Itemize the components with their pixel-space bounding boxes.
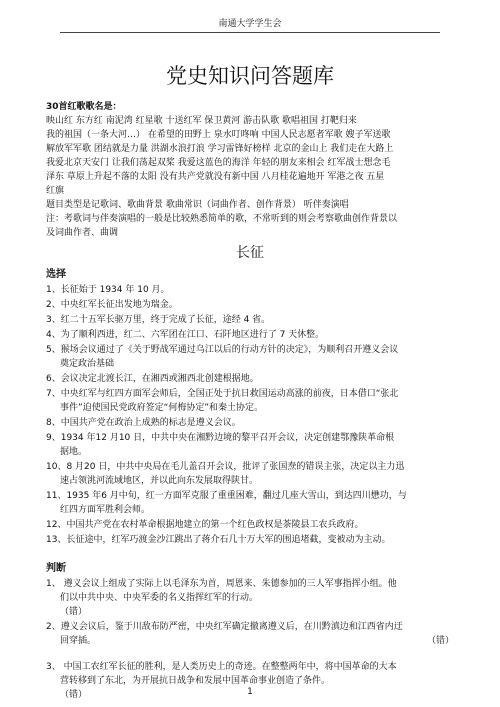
judge-line bbox=[46, 660, 454, 674]
item-text: 长征途中，红军巧渡金沙江跳出了蒋介石几十万大军的围追堵截，变被动为主动。 bbox=[66, 535, 391, 545]
choice-line bbox=[46, 518, 454, 532]
item-text: 长征始于 1934 年 10 月。 bbox=[60, 285, 170, 295]
item-text: 1935 年6 月中旬，红一方面军克服了重重困难，翻过几座大雪山，到达四川懋功，与 bbox=[66, 491, 407, 501]
choice-item bbox=[46, 431, 454, 459]
answer: （错） bbox=[60, 607, 88, 617]
item-number: 3、 bbox=[46, 662, 61, 672]
choice-line: 奠定政治基础 bbox=[60, 359, 115, 369]
item-number: 9、 bbox=[46, 433, 61, 443]
songs-line: 泽东 草原上升起不落的太阳 没有共产党就没有新中国 八月桂花遍地开 军港之夜 五星 bbox=[46, 172, 385, 182]
item-number: 12、 bbox=[46, 520, 67, 530]
answer: （错） bbox=[60, 690, 88, 700]
songs-line: 我爱北京天安门 让我们荡起双桨 我爱这蓝色的海洋 年轻的朋友来相会 红军战士想念毛 bbox=[46, 158, 391, 168]
item-number: 4、 bbox=[46, 330, 61, 340]
choice-list bbox=[46, 283, 454, 547]
songs-line: 红旗 bbox=[46, 186, 65, 196]
item-text: 中国共产党在政治上成熟的标志是遵义会议。 bbox=[60, 418, 241, 428]
answer: （错） bbox=[426, 636, 454, 646]
choice-item bbox=[46, 298, 454, 312]
choice-line bbox=[46, 328, 454, 342]
choice-line: 据地。 bbox=[60, 447, 88, 457]
choice-item bbox=[46, 372, 454, 386]
choice-item bbox=[46, 489, 454, 517]
choice-item bbox=[46, 416, 454, 430]
choice-line bbox=[46, 343, 454, 357]
choice-item bbox=[46, 343, 454, 371]
item-number: 2、 bbox=[46, 300, 61, 310]
item-number: 6、 bbox=[46, 374, 61, 384]
item-number: 8、 bbox=[46, 418, 61, 428]
choice-line: 速占领洮河流域地区，并以此向东发展取得陕甘。 bbox=[60, 476, 259, 486]
judge-item bbox=[46, 620, 454, 648]
songs-list bbox=[46, 114, 454, 198]
choice-line bbox=[46, 313, 454, 327]
judge-heading: 判断 bbox=[46, 563, 66, 574]
judge-item bbox=[46, 577, 454, 619]
item-text: 1934 年12 月10 日，中共中央在湘黔边境的黎平召开会议，决定创建鄂豫陕革命根 bbox=[60, 433, 395, 443]
choice-item bbox=[46, 313, 454, 327]
choice-line bbox=[46, 298, 454, 312]
songs-line: 我的祖国（一条大河…） 在希望的田野上 泉水叮咚响 中国人民志愿者军歌 嫂子军送歌 bbox=[46, 130, 391, 140]
item-text: 中国工农红军长征的胜利，是人类历史上的奇迹。在整整两年中，将中国革命的大本 bbox=[60, 662, 397, 672]
judge-line: 营转移到了东北，为开展抗日战争和发展中国革命事业创造了条件。 bbox=[60, 676, 331, 686]
page-number: 1 bbox=[247, 687, 253, 697]
choice-line bbox=[46, 372, 454, 386]
page-header: 南通大学学生会 bbox=[60, 16, 440, 33]
judge-line bbox=[46, 620, 454, 634]
choice-line: 事件”迫使国民党政府签定“何梅协定”和秦土协定。 bbox=[60, 403, 263, 413]
item-text: 中央红军与红四方面军会师后，全国正处于抗日救国运动高涨的前夜，日本借口“张北 bbox=[60, 389, 399, 399]
judge-list bbox=[46, 577, 454, 702]
judge-line: 们以中共中央、中央军委的名义指挥红军的行动。 bbox=[60, 593, 259, 603]
item-number: 2、 bbox=[46, 622, 61, 632]
item-text: 中央红军长征出发地为瑞金。 bbox=[60, 300, 178, 310]
item-text: 红二十五军长驱万里，终于完成了长征，途经 4 省。 bbox=[60, 315, 271, 325]
section-title: 长征 bbox=[236, 245, 264, 261]
choice-item bbox=[46, 460, 454, 488]
rules-line: 及词曲作者、曲调 bbox=[46, 228, 119, 238]
choice-item bbox=[46, 533, 454, 547]
choice-item bbox=[46, 387, 454, 415]
item-text: 会议决定北渡长江，在湘西或湘西北创建根据地。 bbox=[60, 374, 259, 384]
page-title: 党史知识问答题库 bbox=[166, 64, 334, 88]
choice-line bbox=[46, 431, 454, 445]
item-number: 1、 bbox=[46, 285, 61, 295]
item-text: 猴场会议通过了《关于野战军通过乌江以后的行动方针的决定》，为顺利召开遵义会议 bbox=[60, 345, 399, 355]
item-number: 13、 bbox=[46, 535, 67, 545]
rules-line: 注：考歌词与伴奏演唱的一般是比较熟悉简单的歌，不常听到的则会考察歌曲创作背景以 bbox=[46, 214, 398, 224]
item-text: 中国共产党在农村革命根据地建立的第一个红色政权是茶陵县工农兵政府。 bbox=[66, 520, 364, 530]
choice-line: 红四方面军胜利会师。 bbox=[60, 505, 151, 515]
item-number: 3、 bbox=[46, 315, 61, 325]
choice-item bbox=[46, 328, 454, 342]
choice-item bbox=[46, 518, 454, 532]
item-number: 7、 bbox=[46, 389, 61, 399]
choice-heading: 选择 bbox=[46, 269, 66, 280]
choice-line bbox=[46, 533, 454, 547]
item-number: 11、 bbox=[46, 491, 67, 501]
item-text: 回穿插。 bbox=[60, 636, 97, 646]
songs-line: 映山红 东方红 南泥湾 红星歌 十送红军 保卫黄河 游击队歌 歌唱祖国 打靶归来 bbox=[46, 116, 357, 126]
choice-line bbox=[46, 460, 454, 474]
document-body bbox=[46, 100, 454, 703]
item-number: 1、 bbox=[46, 579, 61, 589]
songs-line: 解放军军歌 团结就是力量 洪湖水浪打浪 学习雷锋好榜样 北京的金山上 我们走在大路上 bbox=[46, 144, 394, 154]
choice-item bbox=[46, 283, 454, 297]
choice-line bbox=[46, 387, 454, 401]
choice-line bbox=[46, 283, 454, 297]
item-text: 遵义会议上组成了实际上以毛泽东为首，周恩来、朱德参加的三人军事指挥小组。他 bbox=[60, 579, 397, 589]
choice-line bbox=[46, 416, 454, 430]
item-number: 10、 bbox=[46, 462, 67, 472]
rules-text bbox=[46, 198, 454, 240]
item-text: 为了顺利西进，红二、六军团在江口、石阡地区进行了 7 天休整。 bbox=[60, 330, 325, 340]
songs-heading: 30首红歌歌名是： bbox=[46, 102, 122, 112]
item-number: 5、 bbox=[46, 345, 61, 355]
choice-line bbox=[46, 489, 454, 503]
judge-line bbox=[46, 577, 454, 591]
judge-line bbox=[46, 634, 454, 648]
rules-line: 题目类型是记歌词、歌曲背景 歌曲常识（词曲作者、创作背景） 听伴奏演唱 bbox=[46, 200, 349, 210]
item-text: 遵义会议后，鉴于川敌布防严密，中央红军确定撤离遵义后，在川黔滇边和江西省内迂 bbox=[60, 622, 403, 632]
item-text: 8 月20 日，中共中央局在毛儿盖召开会议，批评了张国焘的错误主张，决定以主力迅 bbox=[66, 462, 405, 472]
